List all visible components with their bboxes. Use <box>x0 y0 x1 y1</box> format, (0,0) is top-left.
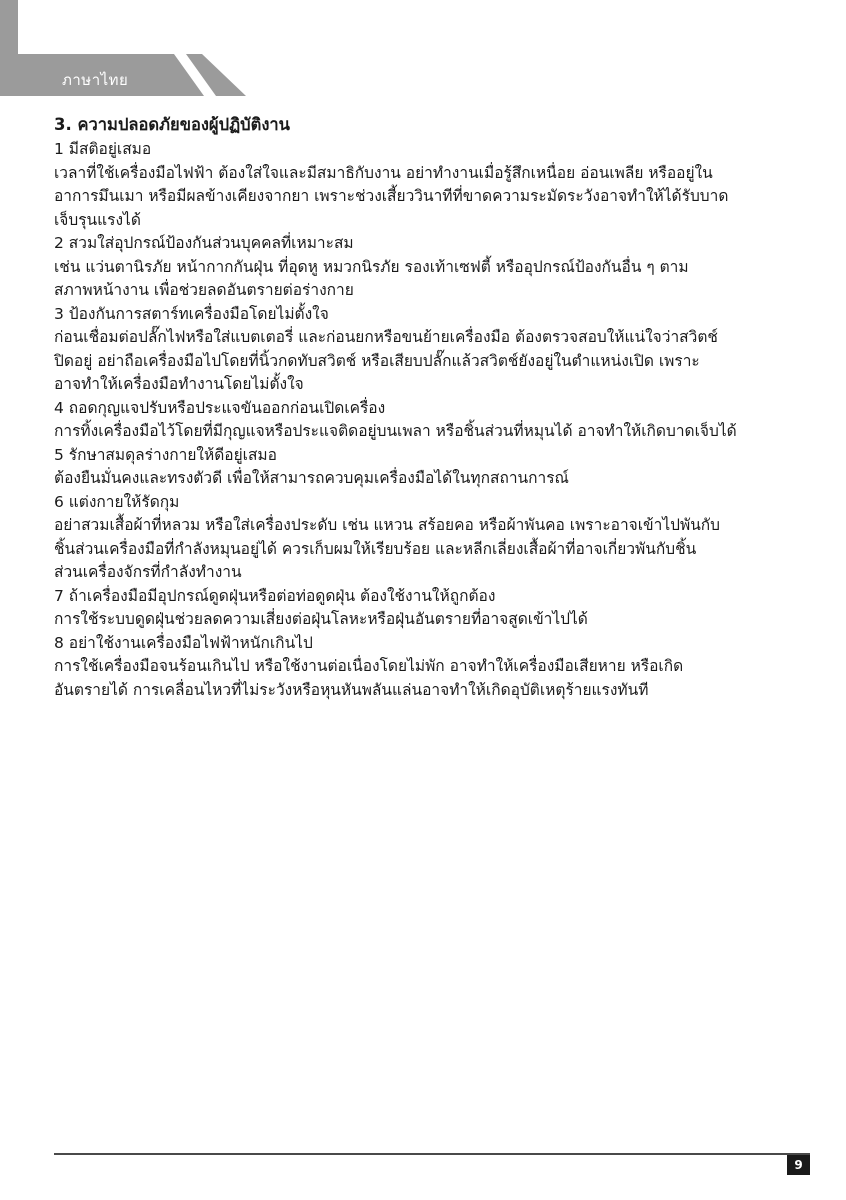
item-heading: 6 แต่งกายให้รัดกุม <box>54 492 180 511</box>
item-body <box>54 608 830 632</box>
document-content <box>54 111 830 702</box>
body-line: การใช้เครื่องมือจนร้อนเกินไป หรือใช้งานต่อเนื่องโดยไม่พัก อาจทำให้เครื่องมือเสียหาย หรือเกิด <box>54 657 684 675</box>
body-line: ก่อนเชื่อมต่อปลั๊กไฟหรือใส่แบตเตอรี่ และก่อนยกหรือขนย้ายเครื่องมือ ต้องตรวจสอบให้แน่ใจว่าสวิตช์ <box>54 328 718 346</box>
safety-item-3 <box>54 303 830 397</box>
item-body <box>54 326 830 397</box>
item-body <box>54 514 830 585</box>
body-line: ส่วนเครื่องจักรที่กำลังทำงาน <box>54 563 242 581</box>
body-line: ปิดอยู่ อย่าถือเครื่องมือไปโดยที่นิ้วกดทับสวิตช์ หรือเสียบปลั๊กแล้วสวิตช์ยังอยู่ในตำแหน่งเปิด เพราะ <box>54 351 700 370</box>
body-line: ชิ้นส่วนเครื่องมือที่กำลังหมุนอยู่ได้ ควรเก็บผมให้เรียบร้อย และหลีกเลี่ยงเสื้อผ้าที่อาจเกี่ยวพันกับชิ้น <box>54 539 697 558</box>
item-heading: 4 ถอดกุญแจปรับหรือประแจขันออกก่อนเปิดเครื่อง <box>54 398 386 417</box>
item-heading: 1 มีสติอยู่เสมอ <box>54 140 152 158</box>
item-heading: 3 ป้องกันการสตาร์ทเครื่องมือโดยไม่ตั้งใจ <box>54 304 329 323</box>
item-body <box>54 655 830 702</box>
item-body <box>54 256 830 303</box>
safety-item-8 <box>54 632 830 703</box>
safety-item-6 <box>54 491 830 585</box>
body-line: สภาพหน้างาน เพื่อช่วยลดอันตรายต่อร่างกาย <box>54 281 354 299</box>
item-body <box>54 467 830 491</box>
safety-item-4 <box>54 397 830 444</box>
body-line: อย่าสวมเสื้อผ้าที่หลวม หรือใส่เครื่องประดับ เช่น แหวน สร้อยคอ หรือผ้าพันคอ เพราะอาจเข้าไปพันกับ <box>54 516 721 534</box>
body-line: อาจทำให้เครื่องมือทำงานโดยไม่ตั้งใจ <box>54 375 304 393</box>
language-tab-label: ภาษาไทย <box>62 71 129 89</box>
footer-divider <box>54 1153 810 1155</box>
body-line: การใช้ระบบดูดฝุ่นช่วยลดความเสี่ยงต่อฝุ่นโลหะหรือฝุ่นอันตรายที่อาจสูดเข้าไปได้ <box>54 610 588 628</box>
body-line: ต้องยืนมั่นคงและทรงตัวดี เพื่อให้สามารถควบคุมเครื่องมือได้ในทุกสถานการณ์ <box>54 469 569 487</box>
body-line: อาการมึนเมา หรือมีผลข้างเคียงจากยา เพราะช่วงเสี้ยววินาทีที่ขาดความระมัดระวังอาจทำให้ได้รับบาด <box>54 187 729 205</box>
body-line: เวลาที่ใช้เครื่องมือไฟฟ้า ต้องใส่ใจและมีสมาธิกับงาน อย่าทำงานเมื่อรู้สึกเหนื่อย อ่อนเพลีย หรืออยู่ใน <box>54 163 713 182</box>
page-number: 9 <box>787 1155 810 1175</box>
body-line: อันตรายได้ การเคลื่อนไหวที่ไม่ระวังหรือหุนหันพลันแล่นอาจทำให้เกิดอุบัติเหตุร้ายแรงทันที <box>54 680 649 699</box>
safety-item-1 <box>54 138 830 232</box>
safety-item-5 <box>54 444 830 491</box>
safety-item-7 <box>54 585 830 632</box>
item-heading: 5 รักษาสมดุลร่างกายให้ดีอยู่เสมอ <box>54 445 277 464</box>
item-body <box>54 162 830 233</box>
item-heading: 7 ถ้าเครื่องมือมีอุปกรณ์ดูดฝุ่นหรือต่อท่อดูดฝุ่น ต้องใช้งานให้ถูกต้อง <box>54 586 496 605</box>
item-heading: 2 สวมใส่อุปกรณ์ป้องกันส่วนบุคคลที่เหมาะสม <box>54 234 354 252</box>
item-body <box>54 420 830 444</box>
language-tab <box>0 0 246 96</box>
safety-item-2 <box>54 232 830 303</box>
body-line: การทิ้งเครื่องมือไว้โดยที่มีกุญแจหรือประแจติดอยู่บนเพลา หรือชิ้นส่วนที่หมุนได้ อาจทำให้เกิดบาดเจ็บได้ <box>54 422 737 440</box>
item-heading: 8 อย่าใช้งานเครื่องมือไฟฟ้าหนักเกินไป <box>54 633 313 652</box>
section-title: 3. ความปลอดภัยของผู้ปฏิบัติงาน <box>54 115 290 134</box>
body-line: เช่น แว่นตานิรภัย หน้ากากกันฝุ่น ที่อุดหู หมวกนิรภัย รองเท้าเซฟตี้ หรืออุปกรณ์ป้องกันอื่น ๆ ตาม <box>54 257 689 276</box>
body-line: เจ็บรุนแรงได้ <box>54 210 141 229</box>
